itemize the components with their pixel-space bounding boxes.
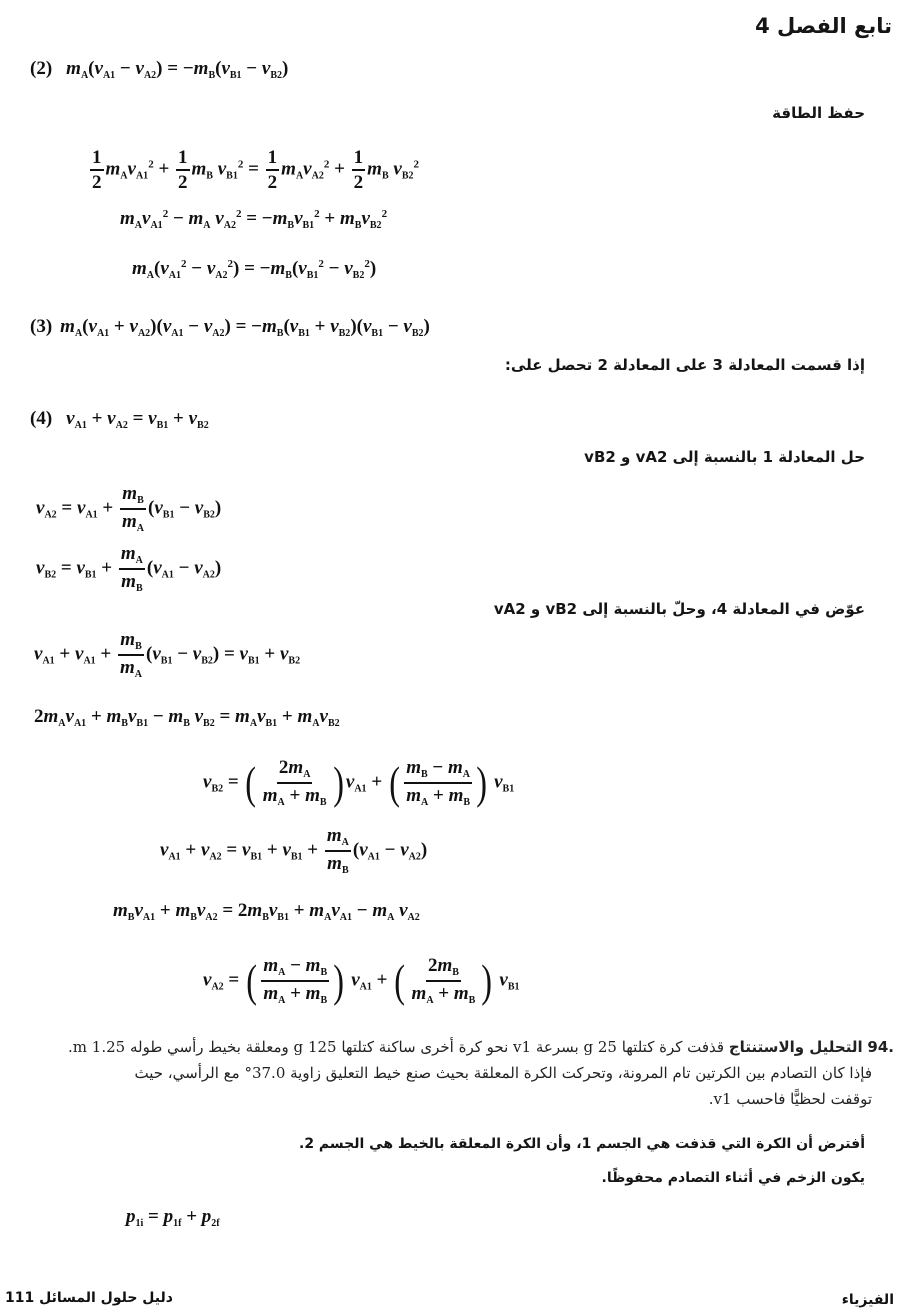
- problem-line-1: [4, 1034, 894, 1060]
- page-title: تابع الفصل 4: [755, 14, 892, 38]
- footer-left: دليل حلول المسائل 111: [5, 1290, 173, 1306]
- problem-94: [4, 1034, 894, 1112]
- equation-3: (3) $m_A(v_{A1} + v_{A2})(v_{A1} - v_{A2}) = -m_B(v_{B1} + v_{B2})(v_{B1} - v_{B2})$: [30, 316, 430, 339]
- equation-vA2-solved: $v_{A2} = v_{A1}$ + $\frac{m_B}{m_A}$ $(v_{B1} - v_{B2})$: [36, 483, 222, 534]
- equation-vB2-solved: $v_{B2} = v_{B1}$ + $\frac{m_A}{m_B}$ $(v_{A1} - v_{A2})$: [36, 543, 222, 594]
- problem-line-3: توقفت لحظيًّا فاحسب v1.: [708, 1090, 872, 1108]
- problem-title: التحليل والاستنتاج: [728, 1038, 863, 1056]
- equation-vA2-final: $v_{A2}$ = ( $\frac{m_A - m_B}{m_A + m_B}$ ) $v_{A1}$ + ( $\frac{2m_B}{m_A + m_B}$ ) $v_{B1}$: [203, 955, 520, 1006]
- equation-expanded-2: $m_Bv_{A1} + m_Bv_{A2} = 2m_Bv_{B1} + m_Av_{A1} - m_A$ $v_{A2}$: [113, 900, 420, 923]
- heading-substitute: عوّض في المعادلة 4، وحلّ بالنسبة إلى vB2 و vA2: [493, 600, 865, 618]
- equation-4: (4) $v_{A1} + v_{A2} = v_{B1} + v_{B2}$: [30, 408, 209, 431]
- equation-number: (3): [30, 316, 53, 337]
- problem-text: قذفت كرة كتلتها 25 g بسرعة v1 نحو كرة أخرى ساكنة كتلتها 125 g ومعلقة بخيط رأسي طوله 1.25 m.: [67, 1038, 725, 1056]
- heading-divide: إذا قسمت المعادلة 3 على المعادلة 2 تحصل على:: [504, 356, 865, 374]
- equation-vB2-final: $v_{B2}$ = ( $\frac{2m_A}{m_A + m_B}$ ) $v_{A1}$ + ( $\frac{m_B - m_A}{m_A + m_B}$ ) $v_{B1}$: [203, 757, 515, 808]
- equation-energy-factored: $m_A(v_{A1}^2 - v_{A2}^2) = -m_B(v_{B1}^2 - v_{B2}^2)$: [132, 258, 377, 281]
- footer-right: الفيزياء: [841, 1292, 894, 1308]
- equation-energy: $\frac{1}{2}$ $m_Av_{A1}^2$ + $\frac{1}{2}$ $m_B$ $v_{B1}^2$ = $\frac{1}{2}$ $m_Av_{A2}^2$ + $\frac{1}{2}$ $m_B$ $v_{B2}^2$: [92, 147, 419, 193]
- equation-energy-rearranged: $m_Av_{A1}^2 - m_A$ $v_{A2}^2 = -m_Bv_{B1}^2 + m_Bv_{B2}^2$: [120, 208, 388, 231]
- momentum-conserved-text: يكون الزخم في أثناء التصادم محفوظًا.: [601, 1170, 865, 1186]
- equation-2: (2) $m_A(v_{A1} - v_{A2}) = -m_B(v_{B1} - v_{B2})$: [30, 58, 289, 81]
- heading-solve: حل المعادلة 1 بالنسبة إلى vA2 و vB2: [584, 448, 865, 466]
- problem-line-2: فإذا كان التصادم بين الكرتين تام المرونة، وتحركت الكرة المعلقة بحيث صنع خيط التعليق زاوية 37.0° مع الرأسي، حيث: [134, 1064, 872, 1082]
- problem-number: .94: [867, 1038, 894, 1056]
- equation-number: (2): [30, 58, 53, 79]
- equation-expanded: $2m_Av_{A1} + m_Bv_{B1} - m_B$ $v_{B2} = m_Av_{B1} + m_Av_{B2}$: [34, 706, 340, 729]
- equation-momentum: $p_{1i} = p_{1f} + p_{2f}$: [126, 1206, 220, 1229]
- equation-number: (4): [30, 408, 53, 429]
- equation-substitution-2: $v_{A1} + v_{A2} = v_{B1} + v_{B1}$ + $\frac{m_A}{m_B}$ $(v_{A1} - v_{A2})$: [160, 825, 428, 876]
- heading-energy-conservation: حفظ الطاقة: [772, 104, 865, 122]
- assumption-text: أفترض أن الكرة التي قذفت هي الجسم 1، وأن الكرة المعلقة بالخيط هي الجسم 2.: [298, 1136, 865, 1152]
- equation-substitution: $v_{A1} + v_{A1}$ + $\frac{m_B}{m_A}$ $(v_{B1} - v_{B2}) = v_{B1} + v_{B2}$: [34, 629, 301, 680]
